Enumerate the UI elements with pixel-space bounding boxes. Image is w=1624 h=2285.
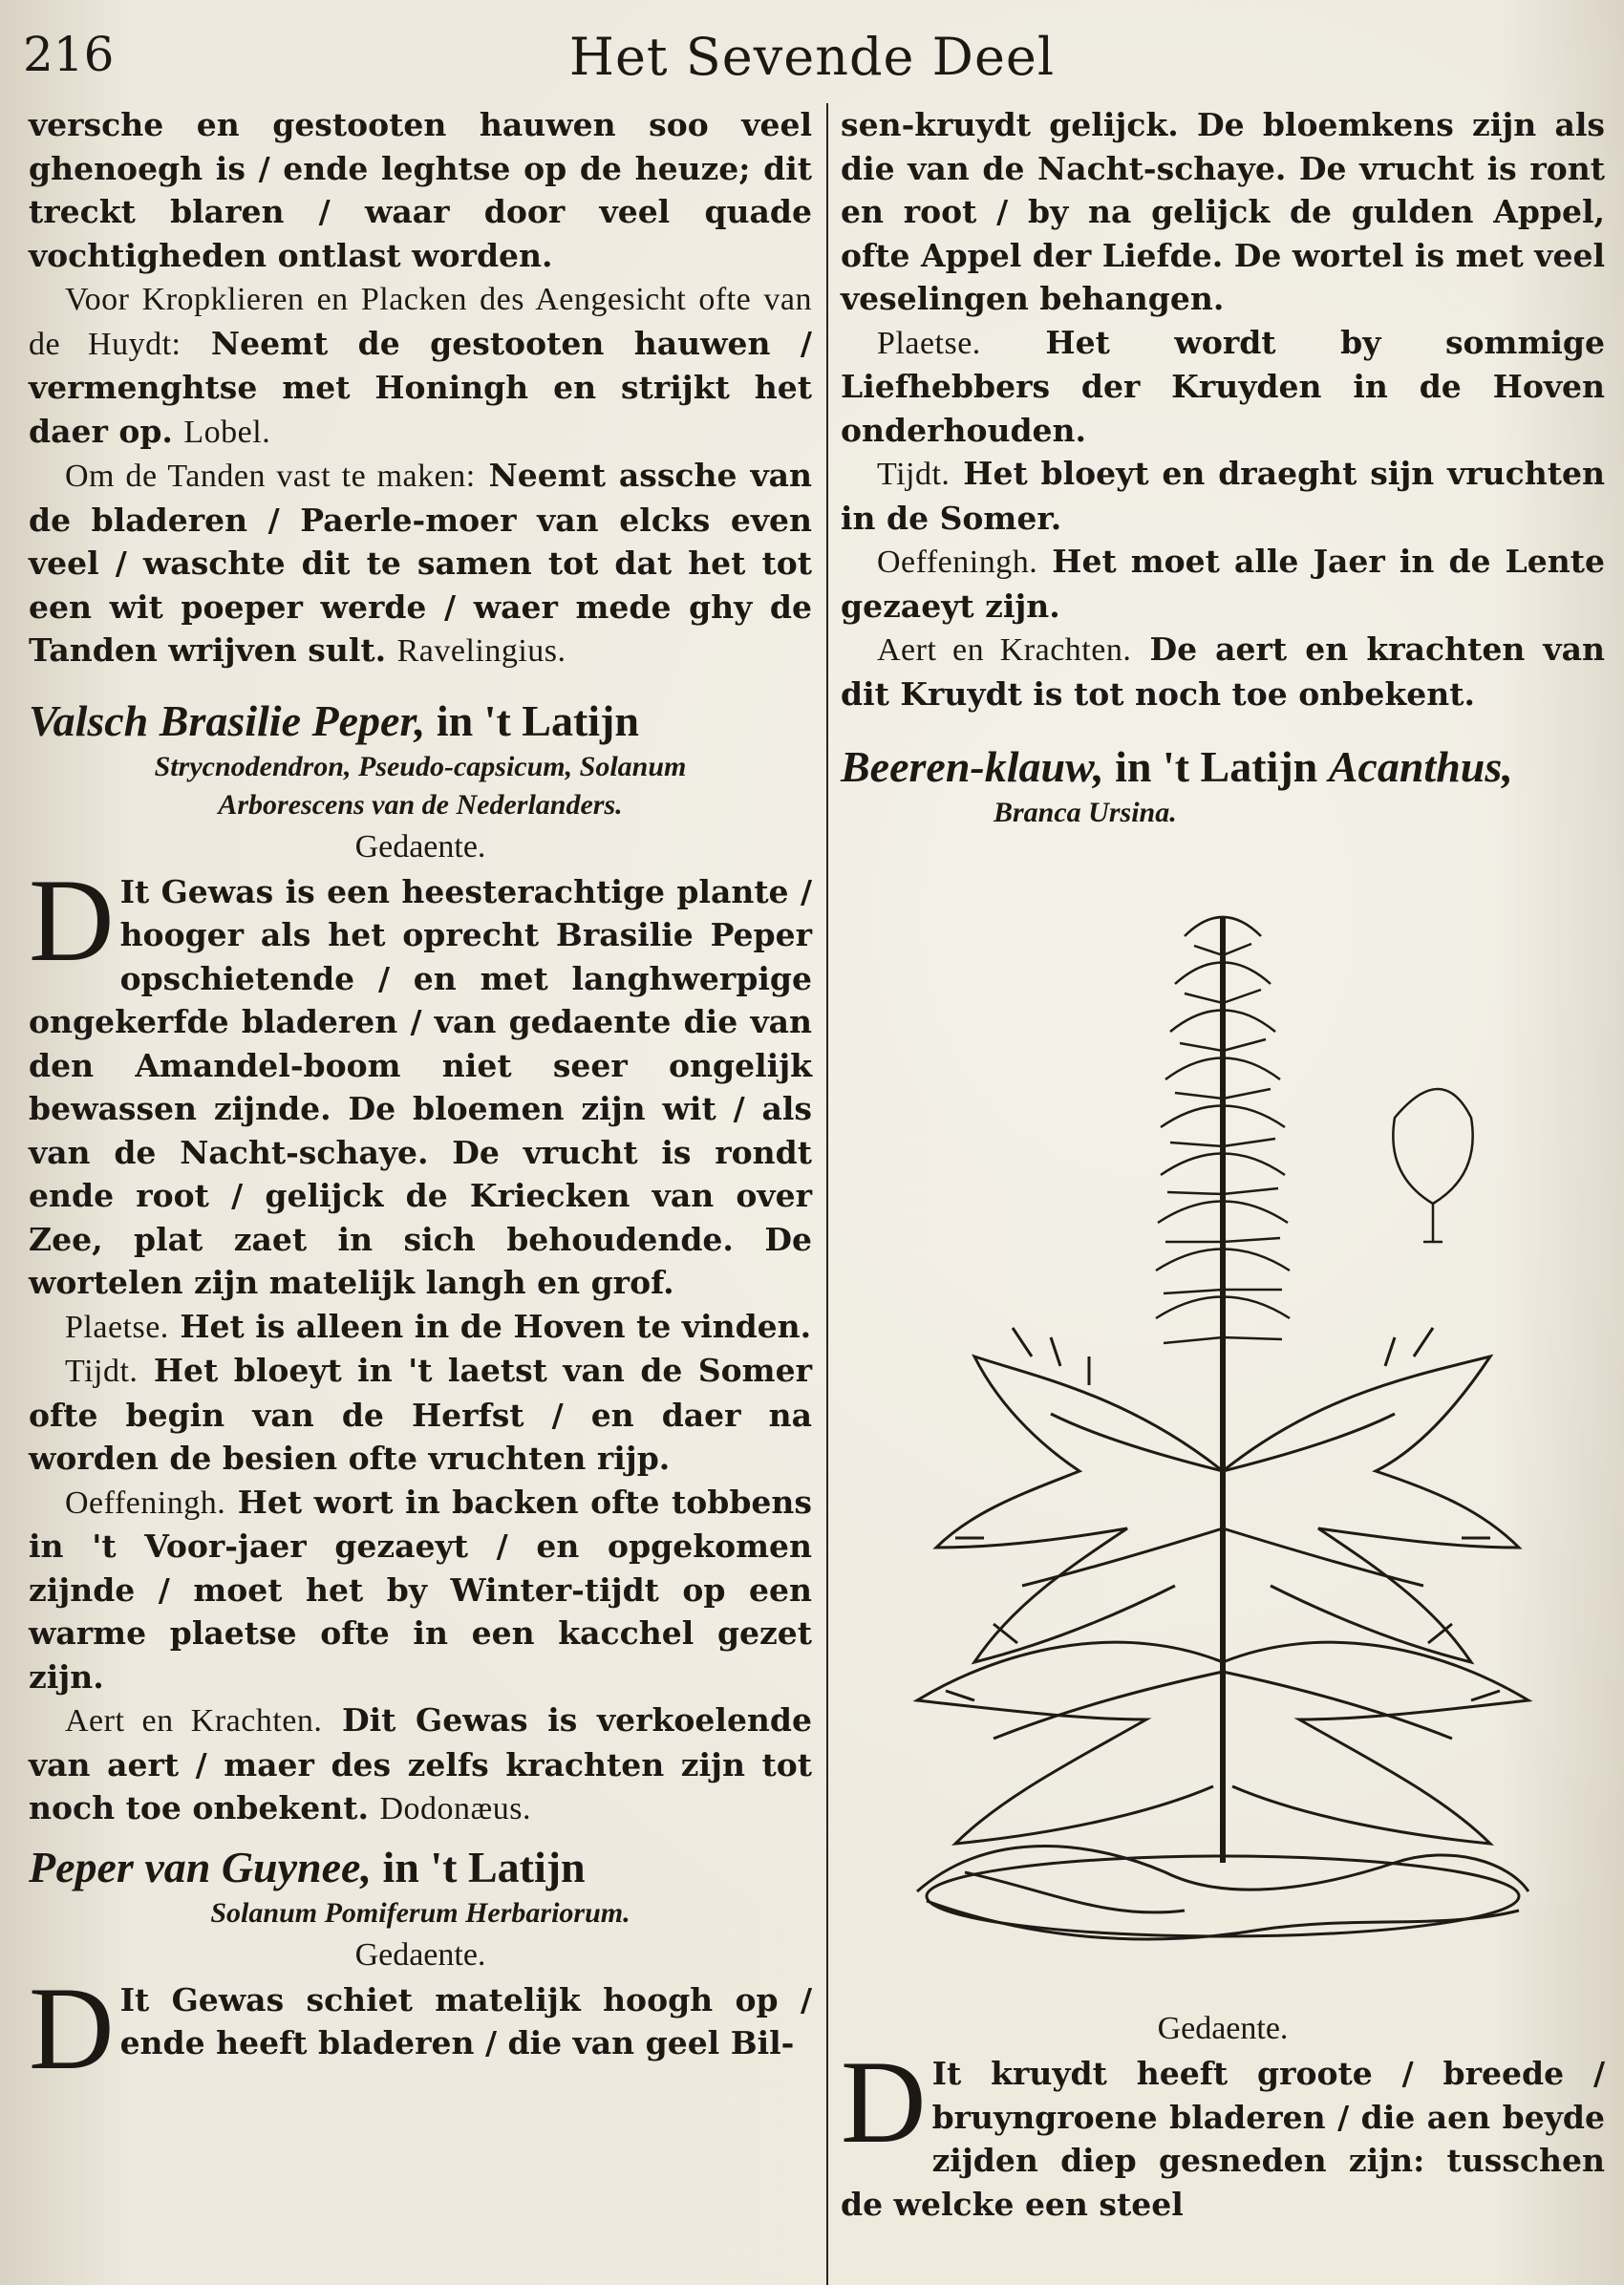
description-block: [841, 2037, 1605, 2226]
latin-names-cont: Arborescens van de Nederlanders.: [218, 788, 623, 821]
latin-intro: in 't Latijn: [436, 695, 639, 745]
section-aert: [29, 1698, 812, 1831]
section-text: Het bloeyt in 't laetst van de Somer ofte begin van de Herfst / en daer na worden de besien ofte vruchten rijp.: [29, 1352, 812, 1477]
section-label: Tijdt.: [877, 457, 951, 492]
section-aert: [841, 628, 1605, 715]
section-text: Het bloeyt en draeght sijn vruchten in de Somer.: [841, 455, 1605, 537]
section-label: Plaetse.: [65, 1309, 169, 1345]
remedy-label: Voor Kropklieren en Placken des Aengesicht ofte van de Huydt:: [29, 282, 812, 362]
plant-heading-peper-van-guynee: [29, 1841, 812, 1894]
latin-intro: in 't Latijn: [1115, 742, 1318, 791]
section-text: Het wort in backen ofte tobbens in 't Voor-jaer gezaeyt / en opgekomen zijnde / moet het by Winter-tijdt op een warme plaetse ofte in een kacchel gezet zijn.: [29, 1483, 812, 1696]
section-label: Aert en Krachten.: [65, 1703, 323, 1739]
section-text: Dit Gewas is verkoelende van aert / maer des zelfs krachten zijn tot noch toe onbekent.: [29, 1701, 812, 1826]
section-author: Dodonæus.: [379, 1791, 531, 1826]
section-oeffeningh: [841, 540, 1605, 628]
remedy-text: Neemt assche van de bladeren / Paerle-moer van elcks even veel / waschte dit te samen tot dat het tot een wit poeper werde / waer mede ghy de Tanden wrijven sult.: [29, 457, 813, 669]
section-text: Het is alleen in de Hoven te vinden.: [180, 1307, 812, 1345]
description-text: It Gewas is een heesterachtige plante / hooger als het oprecht Brasilie Peper opschietende / en met langhwerpige ongekerfde bladeren / van gedaente die van den Amandel-boom niet seer ongelijk bewassen zijnde. De bloemen zijn wit / als van de Nacht-schaye. De vrucht is rondt ende root / gelijck de Kriecken van over Zee, plat zaet in sich behoudende. De wortelen zijn matelijk langh en grof.: [29, 872, 812, 1301]
remedy-tanden: [29, 454, 812, 673]
section-tijdt: [841, 452, 1605, 540]
section-label: Oeffeningh.: [65, 1484, 226, 1521]
left-paragraph-1: versche en gestooten hauwen soo veel ghenoegh is / ende leghtse op de heuze; dit treckt blaren / waar door veel quade vochtigheden ontlast worden.: [29, 106, 812, 274]
right-paragraph-1: sen-kruydt gelijck. De bloemkens zijn als die van de Nacht-schaye. De vrucht is ront en root / by na gelijck de gulden Appel, ofte Appel der Liefde. De wortel is met veel veselingen behangen.: [841, 106, 1605, 317]
description-block: [29, 854, 812, 1305]
left-column: [29, 103, 813, 2094]
acanthus-woodcut-icon: [860, 879, 1586, 1977]
section-oeffeningh: [29, 1481, 812, 1699]
latin-names: Solanum Pomiferum Herbariorum.: [210, 1896, 630, 1929]
description-block: [29, 1962, 812, 2094]
remedy-text: Neemt de gestooten hauwen / vermenghtse met Honingh en strijkt het daer op.: [29, 324, 812, 450]
remedy-author: Ravelingius.: [396, 633, 566, 669]
running-head: Het Sevende Deel: [568, 27, 1056, 87]
drop-cap: D: [29, 854, 115, 986]
description-text-wrap: [29, 1962, 812, 2094]
section-label: Oeffeningh.: [877, 545, 1038, 580]
latin-names: Strycnodendron, Pseudo-capsicum, Solanum: [154, 750, 687, 782]
plant-name: Valsch Brasilie Peper,: [29, 695, 426, 745]
section-tijdt: [29, 1349, 812, 1481]
plant-heading-beeren-klauw: [841, 740, 1605, 794]
section-label: Plaetse.: [877, 325, 981, 361]
section-plaetse: [29, 1305, 812, 1350]
section-label: Aert en Krachten.: [877, 632, 1132, 668]
remedy-label: Om de Tanden vast te maken:: [65, 459, 476, 494]
latin-intro: in 't Latijn: [382, 1842, 586, 1891]
page-header: [0, 19, 1624, 96]
description-text-wrap: [29, 854, 812, 1305]
plant-name: Beeren-klauw,: [841, 742, 1104, 791]
page-number: 216: [23, 27, 115, 82]
column-rule: [826, 103, 828, 2285]
right-column: [841, 103, 1605, 832]
section-text: De aert en krachten van dit Kruydt is tot noch toe onbekent.: [841, 630, 1605, 713]
description-text-wrap: [841, 2037, 1605, 2226]
remedy-author: Lobel.: [183, 414, 271, 450]
drop-cap: D: [29, 1962, 115, 2094]
section-text: Het moet alle Jaer in de Lente gezaeyt zijn.: [841, 543, 1605, 625]
description-text: It Gewas schiet matelijk hoogh op / ende heeft bladeren / die van geel Bil-: [119, 1980, 812, 2061]
drop-cap: D: [841, 2037, 927, 2168]
description-text: It kruydt heeft groote / breede / bruyngroene bladeren / die aen beyde zijden diep gesneden zijn: tusschen de welcke een steel: [841, 2055, 1605, 2223]
latin-name: Acanthus,: [1328, 742, 1513, 791]
latin-names: Branca Ursina.: [994, 797, 1177, 828]
section-plaetse: [841, 321, 1605, 453]
section-gedaente: Gedaente.: [1157, 2011, 1289, 2046]
section-label: Tijdt.: [65, 1354, 139, 1389]
plant-heading-valsch-brasilie-peper: [29, 694, 812, 748]
section-gedaente: Gedaente.: [354, 828, 486, 865]
section-text: Het wordt by sommige Liefhebbers der Kruyden in de Hoven onderhouden.: [841, 323, 1605, 449]
right-column-bottom: [841, 2006, 1605, 2226]
section-gedaente: Gedaente.: [354, 1936, 486, 1973]
plant-name: Peper van Guynee,: [29, 1842, 372, 1891]
remedy-kropklieren: [29, 277, 812, 454]
